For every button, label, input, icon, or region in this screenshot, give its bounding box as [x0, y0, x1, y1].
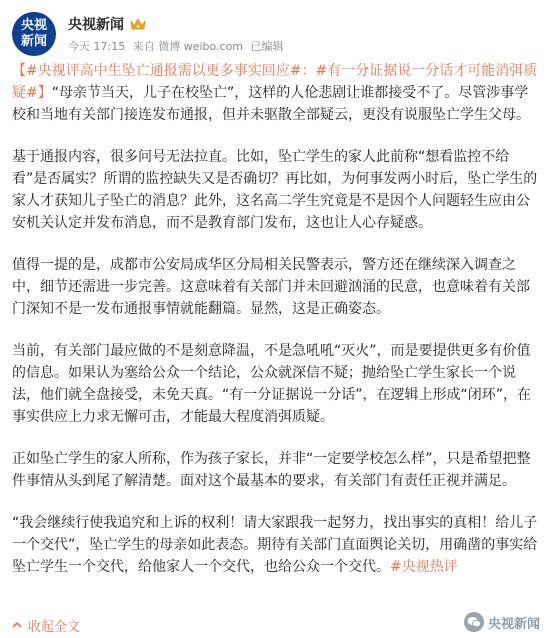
bracket-close: 】 [37, 85, 52, 101]
bracket-open: 【 [12, 63, 26, 79]
post-header [12, 12, 538, 56]
tag-colon: ： [301, 63, 316, 79]
avatar[interactable] [12, 12, 56, 56]
avatar-text-line2: 新闻 [20, 34, 47, 49]
chevron-up-icon [12, 620, 22, 630]
paragraph-5: 正如坠亡学生的家人所称，作为孩子家长，并非“一定要学校怎么样”，只是希望把整件事情从头到尾了解清楚。面对这个最基本的要求，有关部门有责任正视并满足。 [12, 451, 531, 489]
post-content [12, 60, 540, 598]
avatar-text-line1: 央视 [20, 18, 47, 33]
watermark-text: 央视新闻 [487, 616, 540, 632]
name-row [68, 14, 146, 34]
collapse-label: 收起全文 [28, 619, 81, 635]
hashtag-link-1[interactable]: #央视评高中生坠亡通报需以更多事实回应# [26, 63, 302, 79]
paragraph-1-text: “母亲节当天，儿子在校坠亡”，这样的人伦悲剧让谁都接受不了。尽管涉事学校和当地有关部门接连发布通报，但并未驱散全部疑云，更没有说服坠亡学生父母。 [12, 85, 530, 123]
post-time[interactable]: 今天 17:15 [68, 40, 126, 53]
hashtag-link-3[interactable]: #央视热评 [390, 559, 458, 575]
collapse-button[interactable] [12, 616, 80, 634]
crown-icon[interactable] [130, 17, 146, 31]
paragraph-4: 当前，有关部门最应做的不是刻意降温，不是急吼吼“灭火”，而是要提供更多有价值的信息。如果认为塞给公众一个结论，公众就深信不疑；抛给坠亡学生家长一个说法，他们就全盘接受，未免天真。“有一分证据说一分话”，在逻辑上形成“闭环”，在事实供应上力求无懈可击，才能最大程度消弭质疑。 [12, 343, 532, 425]
post-source: 来自 微博 weibo.com [132, 40, 244, 53]
wechat-logo-icon [464, 612, 484, 632]
watermark [464, 612, 540, 632]
edited-label[interactable]: 已编辑 [250, 40, 284, 53]
post-meta [68, 38, 288, 54]
paragraph-6 [12, 512, 540, 578]
paragraph-3: 值得一提的是，成都市公安局成华区分局相关民警表示，警方还在继续深入调查之中，细节还需进一步完善。这意味着有关部门并未回避汹涌的民意，也意味着有关部门深知不是一发布通报事情就能翻篇。显然，这是正确姿态。 [12, 257, 530, 317]
user-name[interactable]: 央视新闻 [68, 17, 124, 33]
paragraph-6-text: “我会继续行使我追究和上诉的权利！请大家跟我一起努力，找出事实的真相！给儿子一个交代”，坠亡学生的母亲如此表态。期待有关部门直面舆论关切，用确凿的事实给坠亡学生一个交代，给他家人一个交代，也给公众一个交代。 [12, 515, 538, 575]
paragraph-2: 基于通报内容，很多问号无法拉直。比如，坠亡学生的家人此前称“想看监控不给看”是否属实？所谓的监控缺失又是否确切？再比如，为何事发两小时后，坠亡学生的家人才获知儿子坠亡的消息？此外，这名高二学生究竟是不是因个人问题轻生应由公安机关认定并发布消息，而不是教育部门发布，这也让人心存疑惑。 [12, 149, 538, 231]
paragraph-1 [12, 60, 540, 126]
hashtag-link-2[interactable]: #有一分证据说一分话才可能消弭质疑# [12, 63, 538, 101]
